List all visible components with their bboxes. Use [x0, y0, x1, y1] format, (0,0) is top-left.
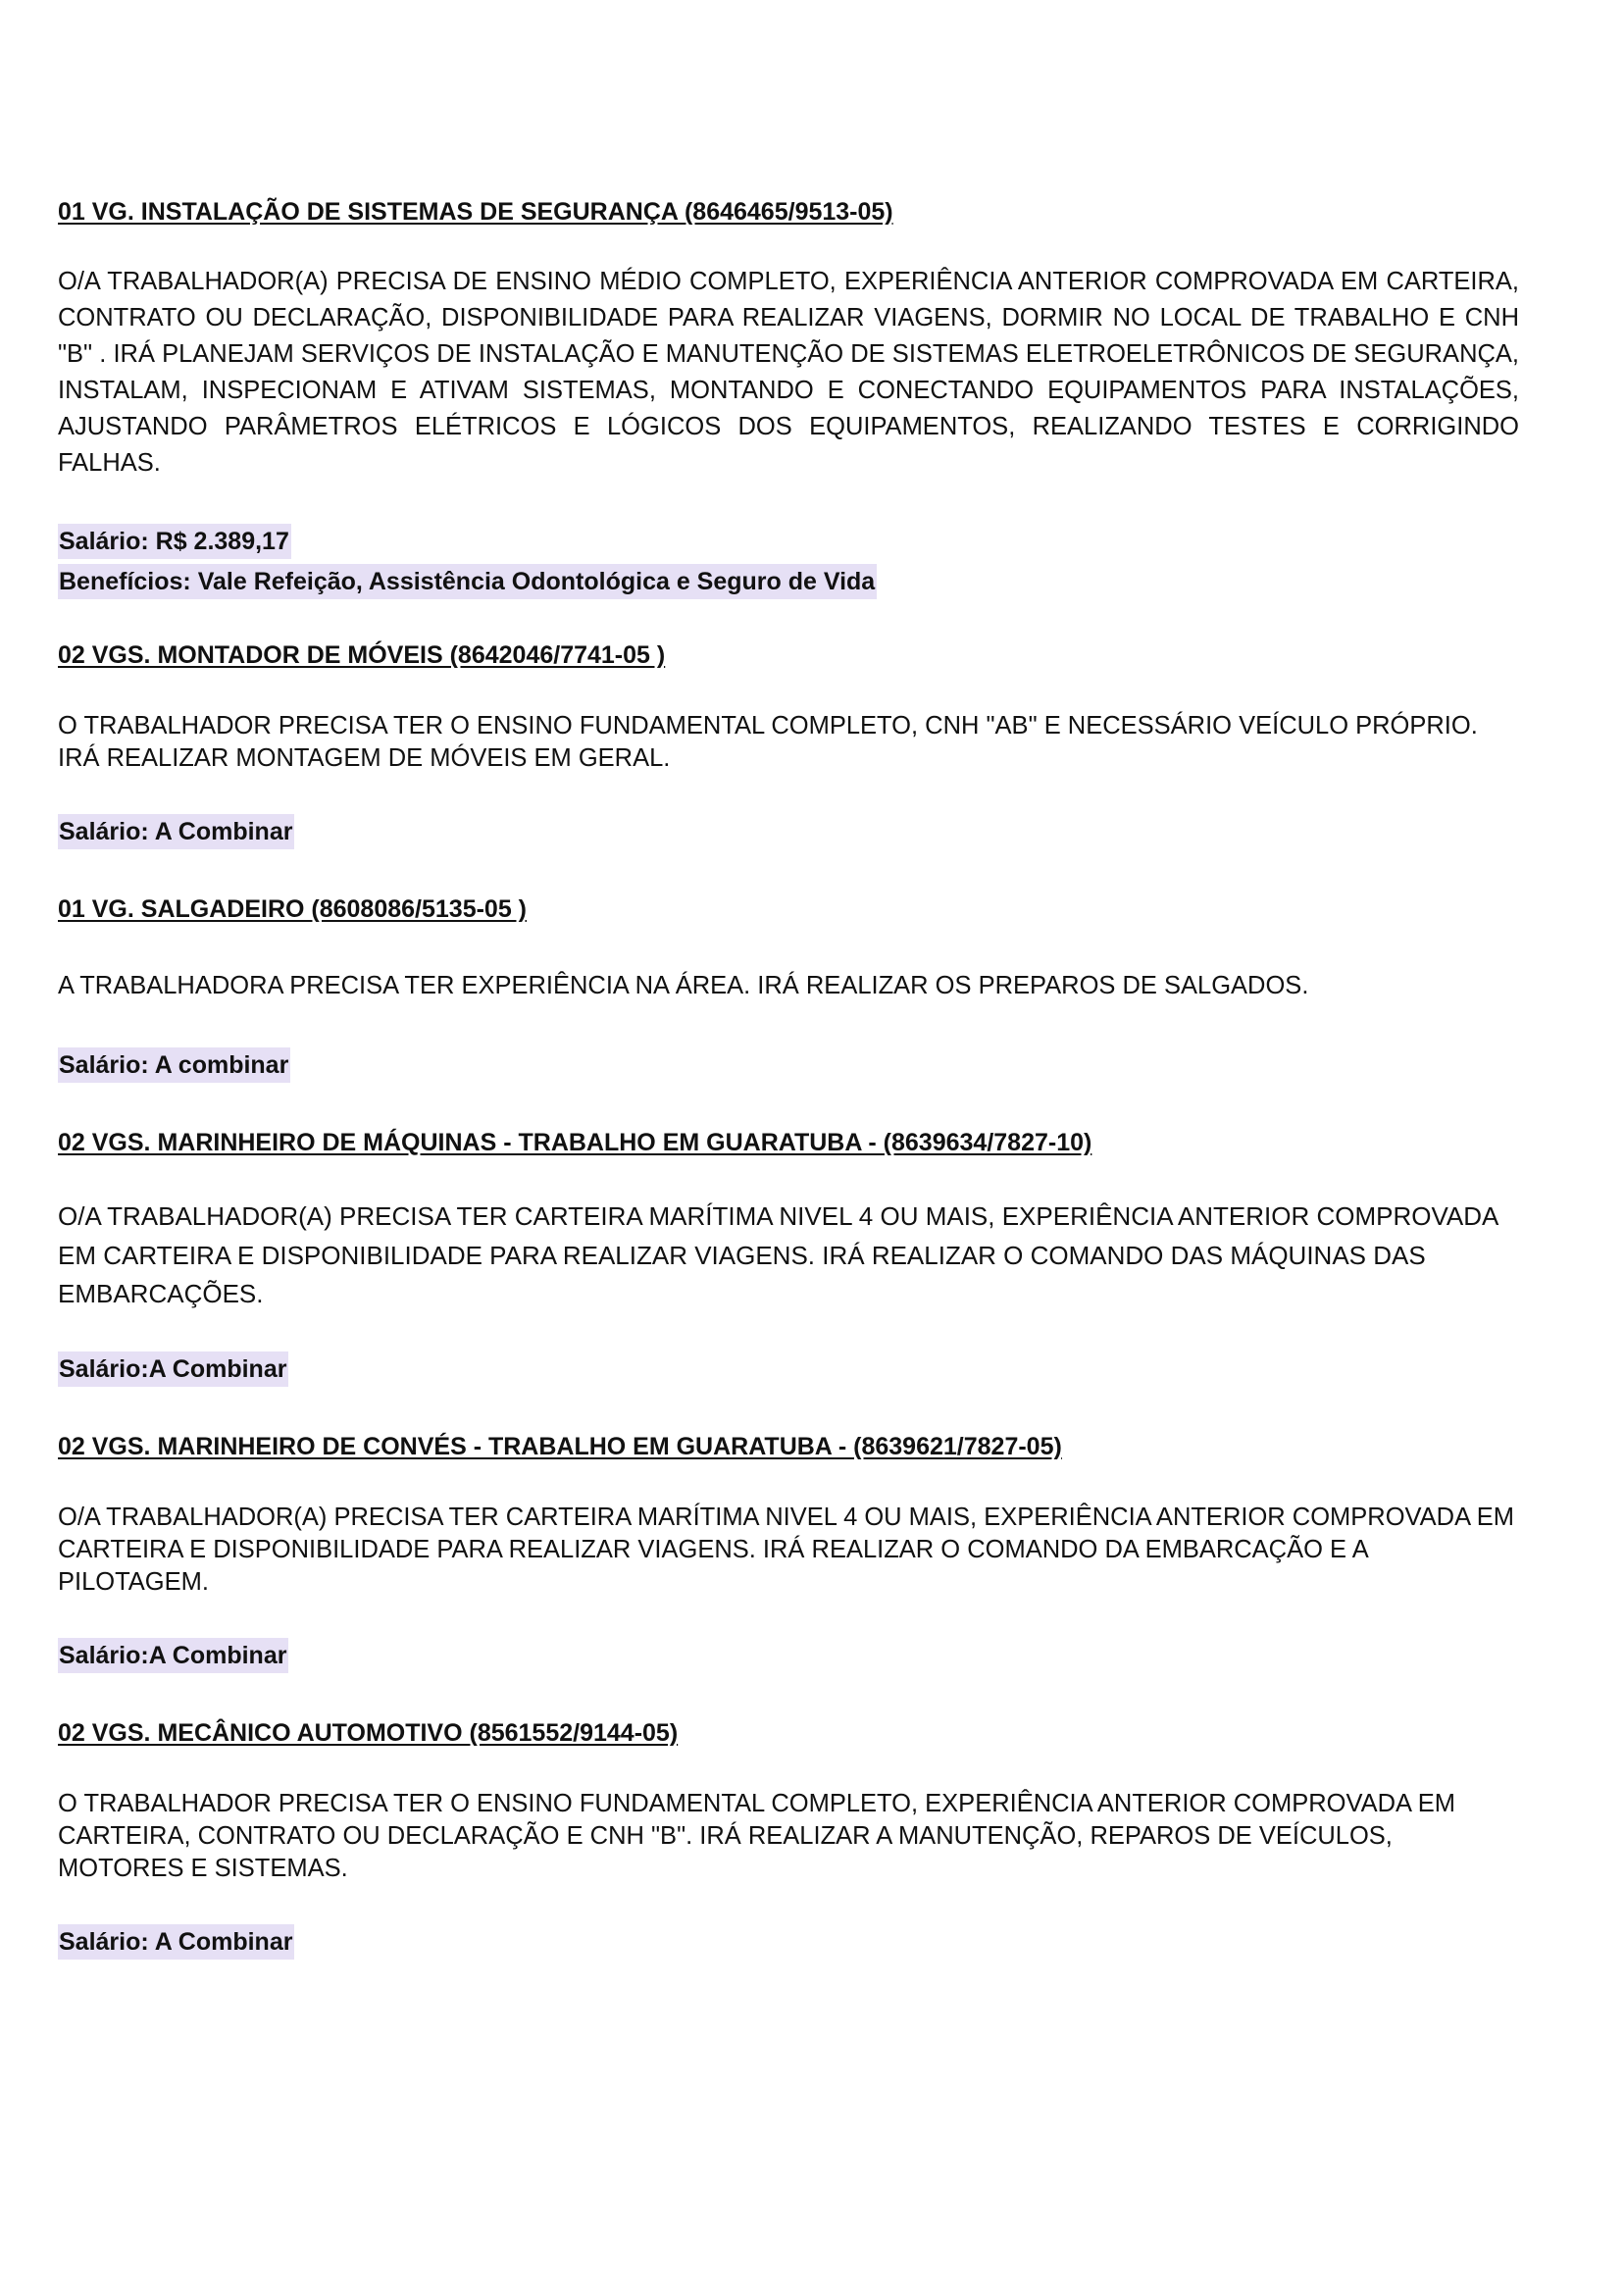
job-listing	[58, 637, 1519, 854]
job-description: O/A TRABALHADOR(A) PRECISA TER CARTEIRA MARÍTIMA NIVEL 4 OU MAIS, EXPERIÊNCIA ANTERIOR COMPROVADA EM CARTEIRA E DISPONIBILIDADE PARA REALIZAR VIAGENS. IRÁ REALIZAR O COMANDO DAS MÁQUINAS DAS EMBARCAÇÕES.	[58, 1201, 1497, 1308]
job-listing	[58, 194, 1519, 604]
job-listing	[58, 892, 1519, 1088]
salary-label: Salário: R$ 2.389,17	[58, 524, 291, 559]
job-description: O TRABALHADOR PRECISA TER O ENSINO FUNDAMENTAL COMPLETO, CNH "AB" E NECESSÁRIO VEÍCULO PRÓPRIO. IRÁ REALIZAR MONTAGEM DE MÓVEIS EM GERAL.	[58, 712, 1478, 772]
job-listing-page	[58, 194, 1519, 1964]
job-title: 02 VGS. MECÂNICO AUTOMOTIVO (8561552/9144-05)	[58, 1718, 679, 1747]
salary-label: Salário:A Combinar	[58, 1638, 288, 1673]
job-title: 02 VGS. MARINHEIRO DE MÁQUINAS - TRABALHO EM GUARATUBA - (8639634/7827-10)	[58, 1129, 1092, 1156]
salary-label: Salário: A Combinar	[58, 1924, 294, 1960]
job-description: O/A TRABALHADOR(A) PRECISA DE ENSINO MÉDIO COMPLETO, EXPERIÊNCIA ANTERIOR COMPROVADA EM CARTEIRA, CONTRATO OU DECLARAÇÃO, DISPONIBILIDADE PARA REALIZAR VIAGENS, DORMIR NO LOCAL DE TRABALHO E CNH "B" . IRÁ PLANEJAM SERVIÇOS DE INSTALAÇÃO E MANUTENÇÃO DE SISTEMAS ELETROELETRÔNICOS DE SEGURANÇA, INSTALAM, INSPECIONAM E ATIVAM SISTEMAS, MONTANDO E CONECTANDO EQUIPAMENTOS PARA INSTALAÇÕES, AJUSTANDO PARÂMETROS ELÉTRICOS E LÓGICOS DOS EQUIPAMENTOS, REALIZANDO TESTES E CORRIGINDO FALHAS.	[58, 268, 1519, 477]
job-description: O/A TRABALHADOR(A) PRECISA TER CARTEIRA MARÍTIMA NIVEL 4 OU MAIS, EXPERIÊNCIA ANTERIOR COMPROVADA EM CARTEIRA E DISPONIBILIDADE PARA REALIZAR VIAGENS. IRÁ REALIZAR O COMANDO DA EMBARCAÇÃO E A PILOTAGEM.	[58, 1503, 1515, 1596]
job-listing	[58, 1715, 1519, 1964]
benefits-label: Benefícios: Vale Refeição, Assistência Odontológica e Seguro de Vida	[58, 564, 877, 599]
salary-label: Salário: A Combinar	[58, 814, 294, 849]
job-description: A TRABALHADORA PRECISA TER EXPERIÊNCIA NA ÁREA. IRÁ REALIZAR OS PREPAROS DE SALGADOS.	[58, 972, 1309, 999]
salary-label: Salário:A Combinar	[58, 1351, 288, 1387]
job-title: 02 VGS. MONTADOR DE MÓVEIS (8642046/7741-05 )	[58, 641, 666, 669]
job-listing	[58, 1429, 1519, 1678]
salary-label: Salário: A combinar	[58, 1047, 290, 1083]
job-title: 01 VG. INSTALAÇÃO DE SISTEMAS DE SEGURANÇA (8646465/9513-05)	[58, 198, 893, 226]
job-title: 01 VG. SALGADEIRO (8608086/5135-05 )	[58, 895, 528, 923]
job-description: O TRABALHADOR PRECISA TER O ENSINO FUNDAMENTAL COMPLETO, EXPERIÊNCIA ANTERIOR COMPROVADA EM CARTEIRA, CONTRATO OU DECLARAÇÃO E CNH "B". IRÁ REALIZAR A MANUTENÇÃO, REPAROS DE VEÍCULOS, MOTORES E SISTEMAS.	[58, 1789, 1455, 1882]
job-title: 02 VGS. MARINHEIRO DE CONVÉS - TRABALHO EM GUARATUBA - (8639621/7827-05)	[58, 1432, 1062, 1460]
job-listing	[58, 1125, 1519, 1392]
